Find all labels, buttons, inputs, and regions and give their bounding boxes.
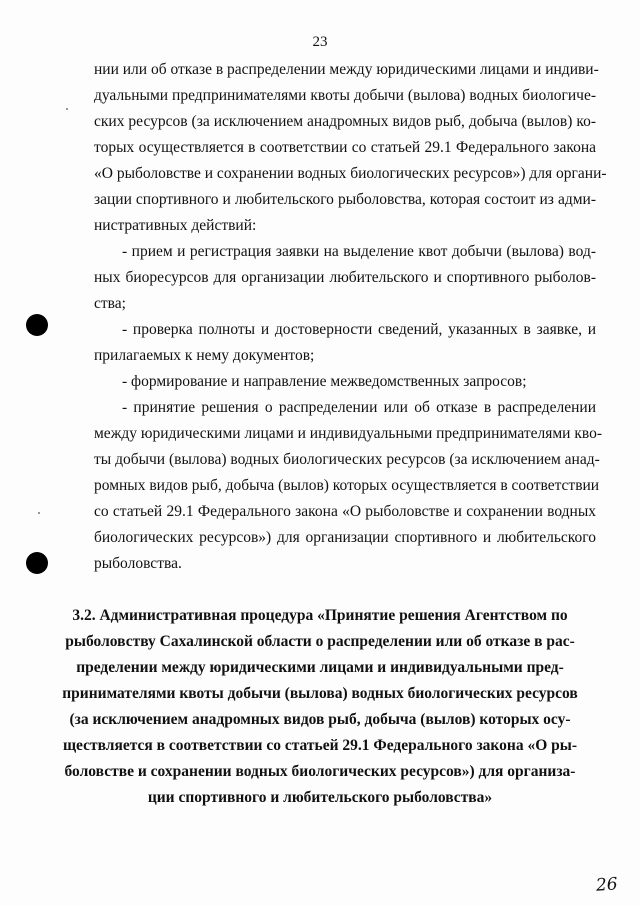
body-line: ты добычи (вылова) водных биологических ресурсов (за исключением анад- bbox=[94, 451, 600, 468]
section-heading-line: (за исключением анадромных видов рыб, добыча (вылов) которых осу- bbox=[69, 711, 571, 728]
page-number: 23 bbox=[312, 34, 328, 50]
body-line: прилагаемых к нему документов; bbox=[94, 347, 315, 364]
body-line: «О рыболовстве и сохранении водных биологических ресурсов») для органи- bbox=[94, 165, 607, 182]
body-line: ских ресурсов (за исключением анадромных видов рыб, добыча (вылов) ко- bbox=[94, 113, 596, 130]
body-line: ных биоресурсов для организации любительского и спортивного рыболов- bbox=[94, 269, 596, 286]
section-heading-line: принимателями квоты добычи (вылова) водных биологических ресурсов bbox=[62, 685, 578, 702]
scan-speck bbox=[66, 108, 68, 110]
body-line: торых осуществляется в соответствии со статьей 29.1 Федерального закона bbox=[94, 139, 596, 156]
body-line: со статьей 29.1 Федерального закона «О рыболовстве и сохранении водных bbox=[94, 503, 596, 520]
body-line: между юридическими лицами и индивидуальными предпринимателями кво- bbox=[94, 425, 603, 442]
section-heading-line: рыболовству Сахалинской области о распределении или об отказе в рас- bbox=[65, 633, 575, 650]
section-heading-line: 3.2. Административная процедура «Принятие решения Агентством по bbox=[72, 607, 568, 624]
handwritten-sheet-number: 26 bbox=[595, 874, 619, 896]
body-line: биологических ресурсов») для организации спортивного и любительского bbox=[94, 529, 596, 546]
section-heading-line: боловстве и сохранении водных биологических ресурсов») для организа- bbox=[64, 763, 576, 780]
punch-hole bbox=[26, 314, 48, 336]
section-heading-line: ции спортивного и любительского рыболовства» bbox=[147, 789, 493, 806]
list-item-line: - проверка полноты и достоверности сведений, указанных в заявке, и bbox=[122, 321, 596, 338]
body-line: ромных видов рыб, добыча (вылов) которых осуществляется в соответствии bbox=[94, 477, 600, 494]
section-heading-line: пределении между юридическими лицами и индивидуальными пред- bbox=[76, 659, 564, 676]
body-line: нистративных действий: bbox=[94, 217, 257, 234]
body-line: ства; bbox=[94, 295, 126, 312]
body-line: рыболовства. bbox=[94, 555, 182, 572]
list-item-line: - формирование и направление межведомственных запросов; bbox=[122, 373, 527, 390]
list-item-line: - принятие решения о распределении или об отказе в распределении bbox=[122, 399, 596, 416]
section-heading-line: ществляется в соответствии со статьей 29.1 Федерального закона «О ры- bbox=[62, 737, 578, 754]
scan-speck bbox=[38, 512, 40, 514]
punch-hole bbox=[26, 552, 48, 574]
list-item-line: - прием и регистрация заявки на выделение квот добычи (вылова) вод- bbox=[122, 243, 596, 260]
body-line: нии или об отказе в распределении между юридическими лицами и индиви- bbox=[94, 61, 599, 78]
body-line: дуальными предпринимателями квоты добычи (вылова) водных биологиче- bbox=[94, 87, 596, 104]
body-line: зации спортивного и любительского рыболовства, которая состоит из адми- bbox=[94, 191, 596, 208]
